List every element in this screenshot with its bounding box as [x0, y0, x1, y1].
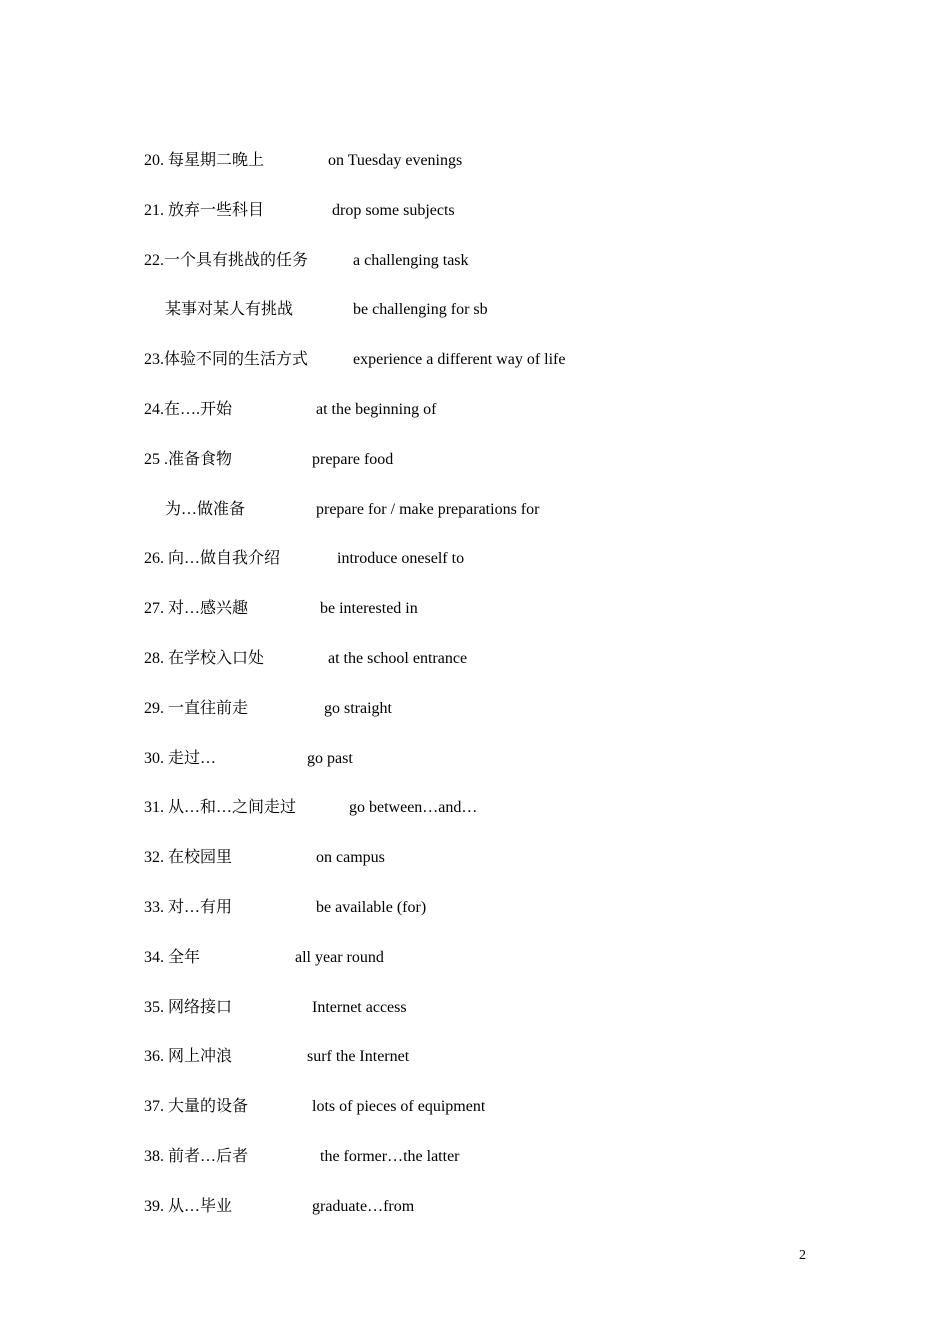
- list-item: [0, 449, 950, 499]
- chinese-phrase: 为…做准备: [165, 500, 246, 518]
- english-phrase: go between…and…: [349, 799, 478, 817]
- list-item: [0, 250, 950, 300]
- list-item: [0, 499, 950, 549]
- chinese-phrase: 22.一个具有挑战的任务: [144, 251, 309, 269]
- chinese-phrase: 25 .准备食物: [144, 450, 233, 468]
- english-phrase: lots of pieces of equipment: [312, 1098, 486, 1116]
- english-phrase: graduate…from: [312, 1197, 415, 1215]
- chinese-phrase: 21. 放弃一些科目: [144, 201, 265, 219]
- english-phrase: on campus: [316, 849, 385, 867]
- chinese-phrase: 24.在….开始: [144, 400, 233, 418]
- chinese-phrase: 28. 在学校入口处: [144, 649, 265, 667]
- list-item: [0, 997, 950, 1047]
- chinese-phrase: 37. 大量的设备: [144, 1098, 249, 1116]
- chinese-phrase: 27. 对…感兴趣: [144, 600, 249, 618]
- chinese-phrase: 36. 网上冲浪: [144, 1048, 233, 1066]
- english-phrase: go straight: [324, 699, 392, 717]
- english-phrase: the former…the latter: [320, 1147, 460, 1165]
- chinese-phrase: 34. 全年: [144, 948, 201, 966]
- english-phrase: be challenging for sb: [353, 301, 488, 319]
- vocabulary-list: [0, 150, 950, 1246]
- chinese-phrase: 26. 向…做自我介绍: [144, 550, 281, 568]
- list-item: [0, 698, 950, 748]
- page-number: 2: [799, 1248, 806, 1263]
- english-phrase: experience a different way of life: [353, 351, 566, 369]
- list-item: [0, 897, 950, 947]
- list-item: [0, 748, 950, 798]
- chinese-phrase: 39. 从…毕业: [144, 1197, 233, 1215]
- english-phrase: be interested in: [320, 600, 418, 618]
- list-item: [0, 1196, 950, 1246]
- list-item: [0, 349, 950, 399]
- english-phrase: go past: [307, 749, 353, 767]
- chinese-phrase: 23.体验不同的生活方式: [144, 351, 309, 369]
- list-item: [0, 299, 950, 349]
- list-item: [0, 1146, 950, 1196]
- english-phrase: at the school entrance: [328, 649, 468, 667]
- english-phrase: surf the Internet: [307, 1048, 410, 1066]
- list-item: [0, 399, 950, 449]
- chinese-phrase: 32. 在校园里: [144, 849, 233, 867]
- english-phrase: Internet access: [312, 998, 407, 1016]
- list-item: [0, 200, 950, 250]
- list-item: [0, 1046, 950, 1096]
- list-item: [0, 797, 950, 847]
- list-item: [0, 598, 950, 648]
- chinese-phrase: 29. 一直往前走: [144, 699, 249, 717]
- chinese-phrase: 38. 前者…后者: [144, 1147, 249, 1165]
- list-item: [0, 648, 950, 698]
- list-item: [0, 847, 950, 897]
- english-phrase: prepare food: [312, 450, 394, 468]
- english-phrase: prepare for / make preparations for: [316, 500, 540, 518]
- chinese-phrase: 30. 走过…: [144, 749, 217, 767]
- list-item: [0, 150, 950, 200]
- chinese-phrase: 35. 网络接口: [144, 998, 233, 1016]
- list-item: [0, 947, 950, 997]
- english-phrase: be available (for): [316, 898, 427, 916]
- english-phrase: a challenging task: [353, 251, 469, 269]
- english-phrase: introduce oneself to: [337, 550, 465, 568]
- chinese-phrase: 某事对某人有挑战: [165, 301, 294, 319]
- list-item: [0, 1096, 950, 1146]
- english-phrase: all year round: [295, 948, 384, 966]
- chinese-phrase: 31. 从…和…之间走过: [144, 799, 297, 817]
- chinese-phrase: 20. 每星期二晚上: [144, 152, 265, 169]
- english-phrase: at the beginning of: [316, 400, 437, 418]
- list-item: [0, 548, 950, 598]
- english-phrase: drop some subjects: [332, 201, 455, 219]
- english-phrase: on Tuesday evenings: [328, 152, 463, 169]
- chinese-phrase: 33. 对…有用: [144, 898, 233, 916]
